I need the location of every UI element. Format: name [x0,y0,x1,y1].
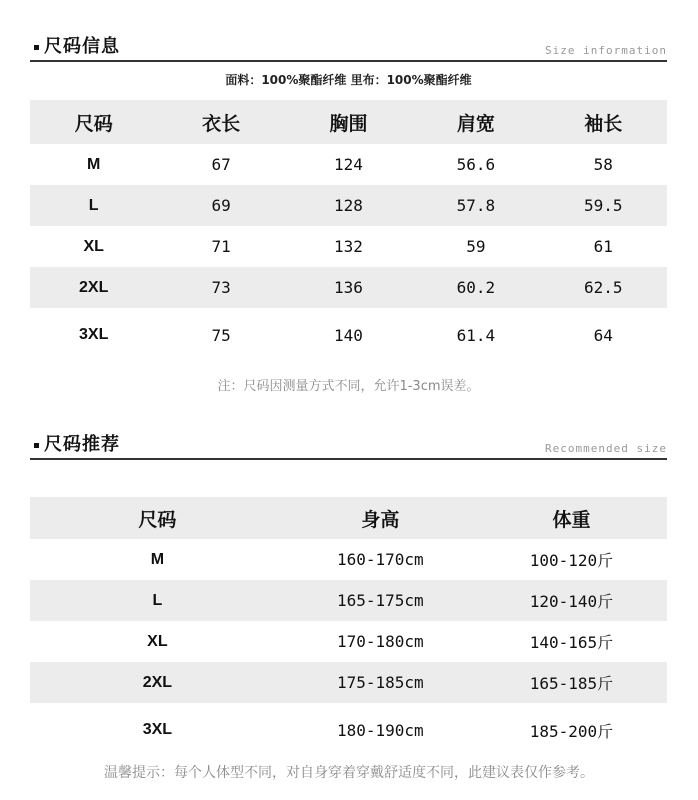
header-cell: 尺码 [74,112,113,135]
height-cell: 180-190cm [336,720,424,740]
size-info-header [30,36,667,62]
table-row [30,539,667,580]
value-cell: 69 [211,196,231,215]
size-recommend-table [30,497,667,757]
weight-cell: 185-200斤 [529,721,614,741]
value-cell: 61 [593,237,613,256]
size-recommend-header-row [30,497,667,539]
height-cell: 165-175cm [336,591,424,610]
value-cell: 67 [211,155,231,174]
table-row [30,144,667,185]
header-cell: 胸围 [329,112,368,135]
size-cell: M [87,155,101,173]
size-recommend-header [30,434,667,460]
value-cell: 59.5 [584,196,623,215]
size-info-subtitle: Size information [545,44,667,57]
value-cell: 58 [593,155,613,174]
header-cell: 袖长 [584,112,623,135]
value-cell: 57.8 [456,196,496,215]
bullet-square-icon [34,443,39,448]
height-cell: 160-170cm [336,550,424,569]
size-recommend-title [34,430,120,456]
measurement-note: 注：尺码因测量方式不同，允许1-3cm误差。 [217,379,480,394]
header-cell: 尺码 [138,508,177,531]
weight-cell: 140-165斤 [529,633,614,652]
value-cell: 140 [334,325,363,345]
table-row [30,226,667,267]
bullet-square-icon [34,45,39,50]
size-cell: 2XL [142,673,173,691]
table-row [30,621,667,662]
table-row [30,308,667,362]
fit-tip: 温馨提示：每个人体型不同，对自身穿着穿戴舒适度不同，此建议表仅作参考。 [104,765,594,781]
size-cell: 2XL [79,278,109,296]
table-row [30,662,667,703]
table-row [30,185,667,226]
fabric-composition: 面料：100%聚酯纤维 里布：100%聚酯纤维 [225,73,472,87]
size-cell: L [88,196,99,214]
value-cell: 56.6 [456,155,496,174]
size-recommend-subtitle: Recommended size [545,442,667,455]
weight-cell: 120-140斤 [529,592,614,611]
height-cell: 170-180cm [336,632,424,651]
value-cell: 61.4 [456,325,496,345]
size-cell: XL [83,237,104,255]
header-cell: 身高 [361,508,400,531]
size-info-header-row [30,100,667,144]
size-cell: 3XL [142,721,173,738]
value-cell: 124 [334,155,363,174]
weight-cell: 100-120斤 [529,551,614,570]
table-row [30,703,667,757]
size-cell: XL [147,632,168,650]
weight-cell: 165-185斤 [529,674,614,693]
header-cell: 衣长 [202,112,241,135]
header-cell: 体重 [552,508,591,531]
size-cell: L [152,591,163,609]
value-cell: 136 [334,278,363,297]
table-row [30,267,667,308]
value-cell: 64 [593,325,613,345]
table-row [30,580,667,621]
size-cell: M [150,550,165,568]
value-cell: 71 [211,237,231,256]
size-recommend-title-text: 尺码推荐 [44,434,120,455]
value-cell: 128 [334,196,363,215]
value-cell: 60.2 [456,278,496,297]
size-info-title-text: 尺码信息 [44,36,120,57]
height-cell: 175-185cm [336,673,424,692]
size-info-title [34,32,120,58]
size-info-table [30,100,667,362]
value-cell: 73 [211,278,231,297]
value-cell: 62.5 [584,278,623,297]
value-cell: 59 [466,237,486,256]
value-cell: 75 [211,325,231,345]
header-cell: 肩宽 [456,112,495,135]
value-cell: 132 [334,237,363,256]
size-cell: 3XL [79,326,109,343]
